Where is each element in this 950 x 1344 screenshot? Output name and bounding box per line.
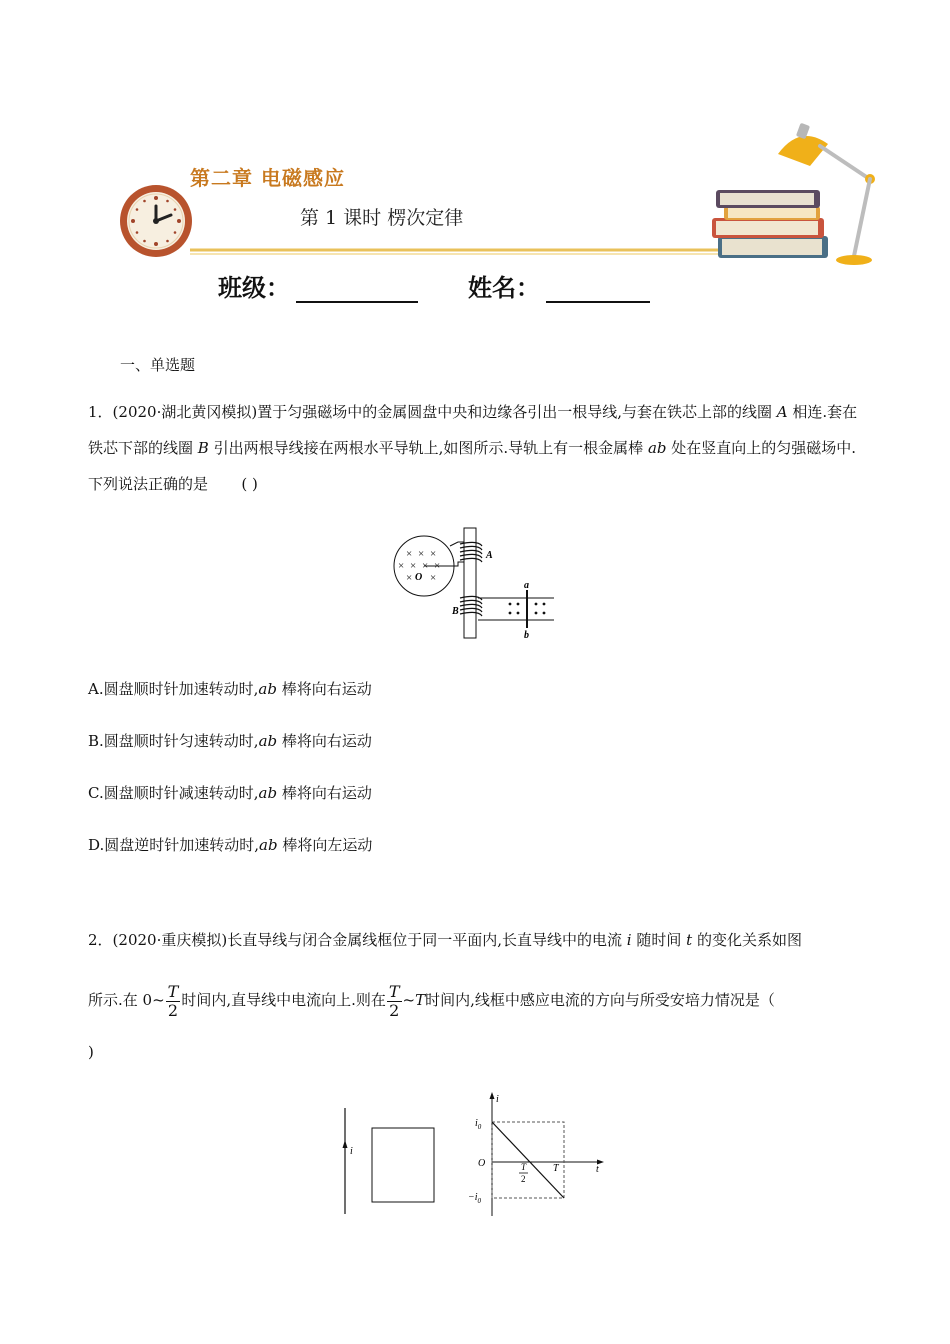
field-cross: × bbox=[430, 572, 437, 584]
question-text: 引出两根导线接在两根水平导轨上,如图所示.导轨上有一根金属棒 bbox=[213, 439, 644, 457]
class-field bbox=[218, 268, 418, 303]
option-prefix: B. bbox=[88, 732, 104, 750]
field-cross: × bbox=[422, 560, 429, 572]
option-A[interactable] bbox=[88, 678, 372, 699]
option-prefix: D. bbox=[88, 836, 105, 854]
question-number: 2． bbox=[88, 931, 113, 949]
var-t: t bbox=[686, 931, 693, 949]
field-cross: × bbox=[398, 560, 405, 572]
t-half-denominator: 2 bbox=[521, 1174, 526, 1184]
question-text: 长直导线与闭合金属线框位于同一平面内,长直导线中的电流 bbox=[227, 931, 622, 949]
t-period-label: T bbox=[553, 1163, 559, 1174]
header-decoration bbox=[110, 118, 890, 278]
class-blank[interactable] bbox=[296, 275, 418, 303]
option-text: 圆盘逆时针加速转动时, bbox=[104, 836, 260, 854]
field-cross: × bbox=[430, 548, 437, 560]
option-text: 棒将向右运动 bbox=[277, 732, 372, 750]
question-text: 时间内,直导线中电流向上.则在 bbox=[181, 991, 386, 1009]
option-var: ab bbox=[258, 732, 278, 750]
name-label: 姓名： bbox=[468, 274, 540, 302]
field-cross: × bbox=[406, 572, 413, 584]
question-2-line-3: ) bbox=[88, 1043, 94, 1061]
answer-paren: ( ) bbox=[241, 475, 258, 493]
field-cross: × bbox=[434, 560, 441, 572]
label-b: b bbox=[524, 630, 529, 641]
name-blank[interactable] bbox=[546, 275, 650, 303]
clock-icon bbox=[120, 185, 192, 257]
option-var: ab bbox=[258, 680, 277, 698]
option-text: 棒将向左运动 bbox=[277, 836, 373, 854]
var-T: T bbox=[415, 991, 426, 1009]
option-B[interactable] bbox=[88, 730, 372, 751]
figure-disk-coil bbox=[390, 524, 560, 642]
question-text: 的变化关系如图 bbox=[696, 931, 802, 949]
axis-t-label: t bbox=[596, 1164, 599, 1175]
option-text: 棒将向右运动 bbox=[276, 680, 372, 698]
option-var: ab bbox=[258, 784, 278, 802]
var-ab: ab bbox=[647, 439, 667, 457]
option-text: 圆盘顺时针匀速转动时, bbox=[103, 732, 259, 750]
t-half-numerator: T bbox=[521, 1162, 527, 1172]
option-prefix: A. bbox=[88, 680, 104, 698]
question-text: 所示.在 0~ bbox=[88, 991, 165, 1009]
i0-label bbox=[475, 1118, 482, 1131]
label-A: A bbox=[486, 550, 493, 561]
lesson-title: 第 1 课时 楞次定律 bbox=[300, 207, 464, 229]
metal-frame bbox=[372, 1128, 434, 1202]
question-1-text bbox=[88, 394, 868, 502]
option-C[interactable] bbox=[88, 782, 372, 803]
question-text: 随时间 bbox=[636, 931, 682, 949]
var-B: B bbox=[197, 439, 209, 457]
current-line bbox=[492, 1122, 564, 1198]
i0-subscript: 0 bbox=[477, 1123, 482, 1131]
fraction-denominator: 2 bbox=[167, 1000, 179, 1020]
fraction-denominator: 2 bbox=[389, 1000, 400, 1020]
question-source: (2020·重庆模拟) bbox=[112, 931, 228, 949]
origin-label: O bbox=[478, 1158, 486, 1169]
section-heading: 一、单选题 bbox=[120, 356, 196, 374]
wire-current-label: i bbox=[350, 1146, 353, 1157]
question-source: (2020·湖北黄冈模拟) bbox=[112, 403, 258, 421]
fraction-T-half bbox=[166, 983, 181, 1020]
question-text: 处在竖直向上的匀强磁场中.下列说法正确的是 bbox=[88, 439, 857, 493]
iron-core bbox=[464, 528, 476, 638]
label-B: B bbox=[452, 606, 459, 617]
option-text: 圆盘顺时针减速转动时, bbox=[103, 784, 259, 802]
question-text: 相连.套在铁芯下部的线圈 bbox=[88, 403, 858, 457]
field-cross: × bbox=[406, 548, 413, 560]
question-2-line-1 bbox=[88, 922, 868, 958]
field-cross: × bbox=[418, 548, 425, 560]
name-field bbox=[468, 268, 650, 303]
option-text: 圆盘顺时针加速转动时, bbox=[103, 680, 259, 698]
neg-i0-symbol: −i bbox=[468, 1192, 478, 1203]
fraction-T-half bbox=[387, 983, 402, 1020]
label-a: a bbox=[524, 580, 529, 591]
question-text: ~ bbox=[402, 991, 416, 1009]
i0-symbol: i bbox=[475, 1118, 478, 1129]
fraction-numerator: T bbox=[167, 981, 179, 1001]
option-prefix: C. bbox=[88, 784, 104, 802]
chapter-title: 第二章 电磁感应 bbox=[190, 166, 345, 190]
question-number: 1． bbox=[88, 403, 113, 421]
class-label: 班级： bbox=[218, 274, 290, 302]
question-2-line-2 bbox=[88, 978, 868, 1022]
label-O: O bbox=[415, 572, 423, 583]
question-text: 时间内,线框中感应电流的方向与所受安培力情况是（ bbox=[425, 991, 775, 1009]
neg-i0-label bbox=[468, 1192, 482, 1205]
books-icon bbox=[712, 190, 828, 258]
field-cross: × bbox=[410, 560, 417, 572]
var-A: A bbox=[776, 403, 788, 421]
figure-wire-frame-graph bbox=[330, 1090, 620, 1220]
current-arrow bbox=[343, 1140, 348, 1148]
option-text: 棒将向右运动 bbox=[277, 784, 372, 802]
option-D[interactable] bbox=[88, 834, 372, 855]
var-i: i bbox=[626, 931, 632, 949]
question-text: 置于匀强磁场中的金属圆盘中央和边缘各引出一根导线,与套在铁芯上部的线圈 bbox=[257, 403, 772, 421]
axis-i-label: i bbox=[496, 1094, 499, 1105]
neg-i0-subscript: 0 bbox=[477, 1197, 482, 1205]
option-var: ab bbox=[259, 836, 278, 854]
fraction-numerator: T bbox=[388, 981, 400, 1001]
